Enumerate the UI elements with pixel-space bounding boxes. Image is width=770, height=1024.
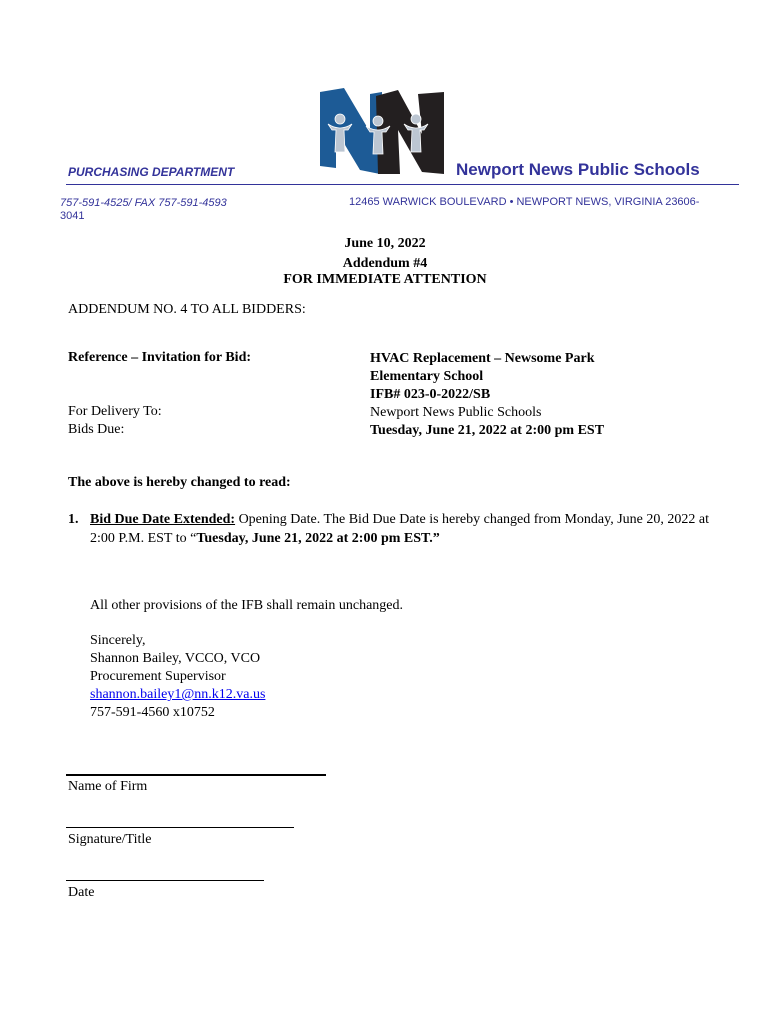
firm-name-label: Name of Firm bbox=[68, 779, 148, 794]
organization-name: Newport News Public Schools bbox=[456, 160, 700, 179]
zip-suffix: 3041 bbox=[60, 210, 85, 222]
change-item-title: Bid Due Date Extended: bbox=[90, 512, 236, 527]
bids-due-value: Tuesday, June 21, 2022 at 2:00 pm EST bbox=[370, 423, 605, 438]
addendum-number: Addendum #4 bbox=[342, 256, 428, 271]
street-address: 12465 WARWICK BOULEVARD • NEWPORT NEWS, VIRGINIA 23606- bbox=[349, 196, 700, 208]
date-label: Date bbox=[68, 885, 95, 900]
firm-name-line bbox=[66, 774, 326, 776]
reference-values bbox=[370, 350, 604, 440]
change-item bbox=[68, 510, 718, 548]
department-name: PURCHASING DEPARTMENT bbox=[68, 165, 235, 179]
signature-line bbox=[66, 827, 294, 828]
signoff-title: Procurement Supervisor bbox=[90, 669, 226, 684]
change-item-text: Opening Date. The Bid Due Date is hereby changed from Monday, June 20, 2022 at 2:00 P.M. EST to “ bbox=[90, 512, 709, 546]
change-item-emphasis: Tuesday, June 21, 2022 at 2:00 pm EST.” bbox=[196, 531, 440, 546]
reference-label: Reference – Invitation for Bid: bbox=[68, 350, 252, 365]
ifb-number: IFB# 023-0-2022/SB bbox=[370, 387, 491, 402]
bids-due-label: Bids Due: bbox=[68, 422, 125, 437]
signoff-email-link[interactable]: shannon.bailey1@nn.k12.va.us bbox=[90, 687, 266, 702]
delivery-label: For Delivery To: bbox=[68, 404, 162, 419]
header-rule bbox=[66, 184, 739, 185]
attention-notice: FOR IMMEDIATE ATTENTION bbox=[283, 272, 487, 287]
project-title-line1: HVAC Replacement – Newsome Park bbox=[370, 351, 595, 366]
change-item-body bbox=[90, 510, 718, 548]
provisions-statement: All other provisions of the IFB shall remain unchanged. bbox=[90, 598, 403, 613]
signoff-phone: 757-591-4560 x10752 bbox=[90, 705, 215, 720]
change-item-number: 1. bbox=[68, 512, 79, 527]
delivery-value: Newport News Public Schools bbox=[370, 405, 542, 420]
project-title-line2: Elementary School bbox=[370, 369, 484, 384]
signoff-name: Shannon Bailey, VCCO, VCO bbox=[90, 651, 261, 666]
changes-heading: The above is hereby changed to read: bbox=[68, 475, 291, 490]
delivery-labels bbox=[68, 403, 162, 439]
nnps-logo bbox=[318, 86, 446, 176]
addendum-heading: ADDENDUM NO. 4 TO ALL BIDDERS: bbox=[68, 302, 306, 317]
signoff-closing: Sincerely, bbox=[90, 633, 146, 648]
signoff-block bbox=[90, 632, 265, 722]
phone-fax: 757-591-4525/ FAX 757-591-4593 bbox=[60, 197, 227, 209]
date-line bbox=[66, 880, 264, 881]
signature-label: Signature/Title bbox=[68, 832, 152, 847]
document-date: June 10, 2022 bbox=[344, 236, 426, 251]
